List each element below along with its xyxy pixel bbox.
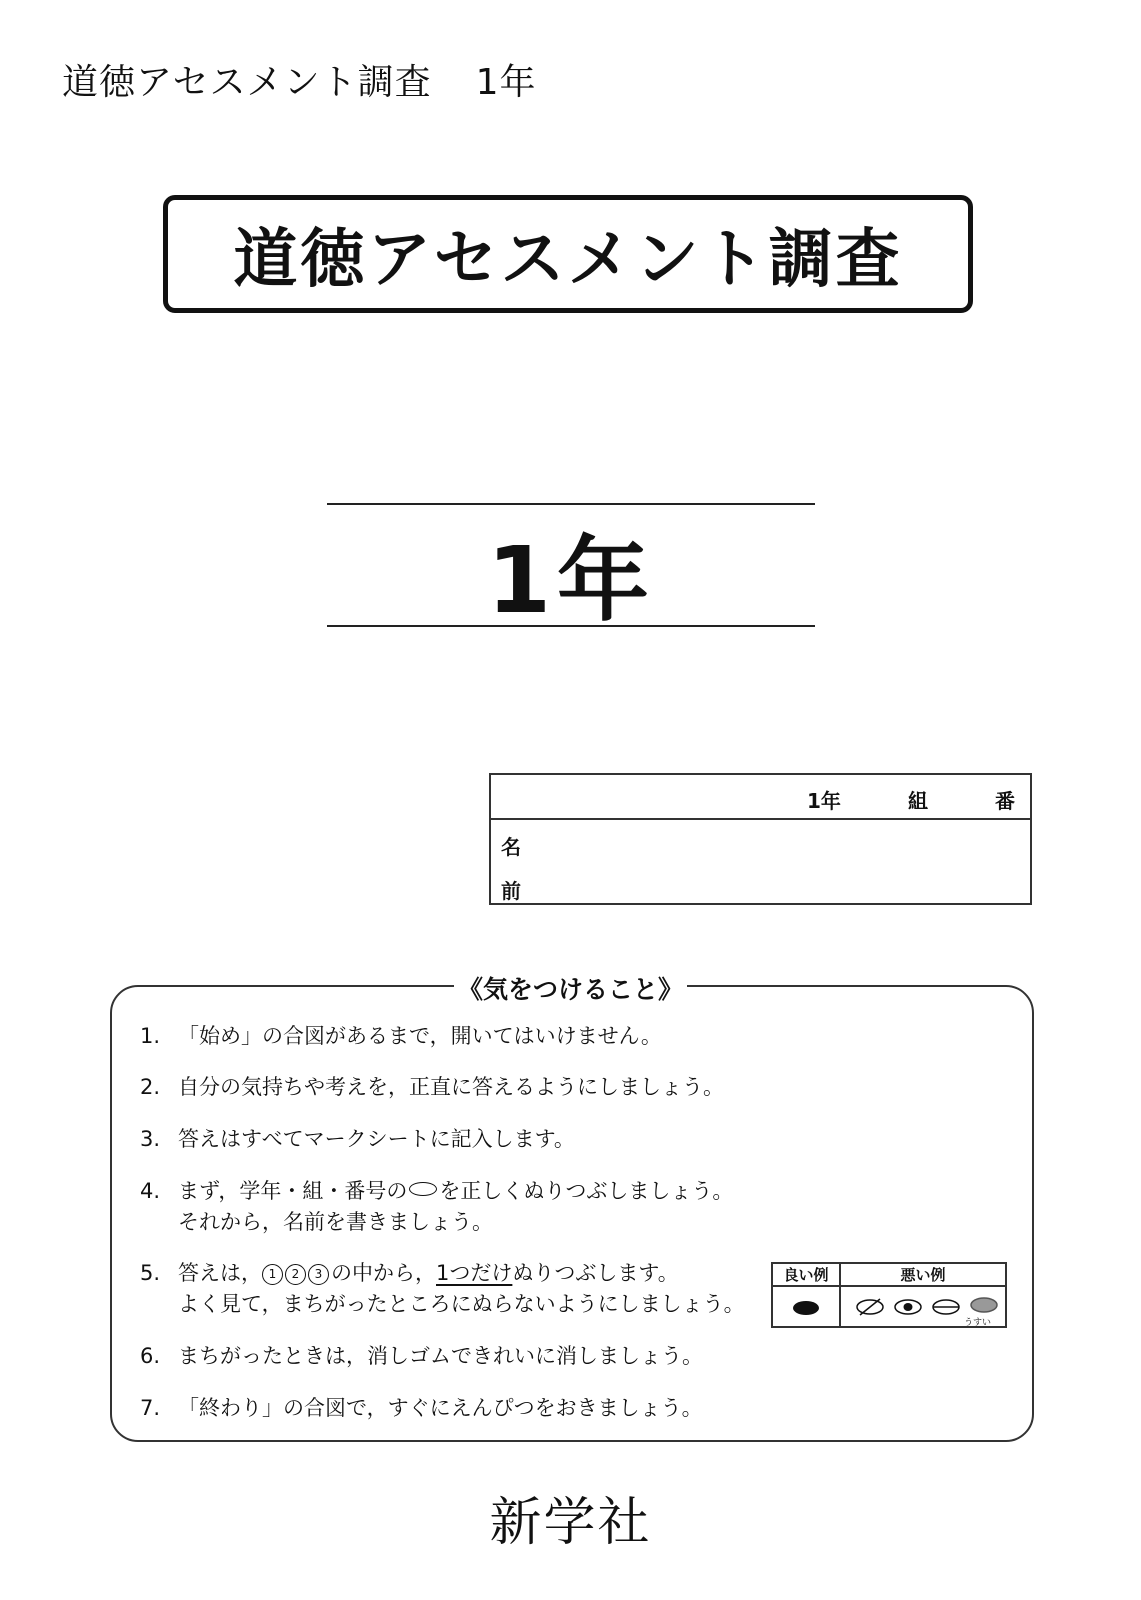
grade-label: 1年: [807, 789, 841, 813]
publisher-name: 新学社: [489, 1493, 652, 1553]
note-item-3: 3. 答えはすべてマークシートに記入します。: [140, 1127, 575, 1151]
class-label: 組: [908, 789, 928, 813]
note-item-4: 4. まず，学年・組・番号の を正しくぬりつぶしましょう。 それから，名前を書きましょう。: [140, 1179, 734, 1234]
main-title: 道徳アセスメント調査: [233, 223, 903, 297]
marking-example-table: [771, 1262, 1007, 1328]
bad-example-label: 悪い例: [900, 1266, 946, 1284]
page-header: [62, 54, 537, 105]
note-item-1: 1. 「始め」の合図があるまで，開いてはいけません。: [140, 1024, 662, 1048]
note-item-6: 6. まちがったときは，消しゴムできれいに消しましょう。: [140, 1344, 703, 1368]
header-title: 道徳アセスメント調査: [62, 62, 432, 103]
main-title-box: [163, 195, 973, 313]
header-grade: 1年: [475, 62, 537, 103]
number-label: 番: [995, 789, 1015, 813]
circled-1-icon: 1: [262, 1264, 283, 1285]
bad-example-cell: [841, 1287, 1005, 1328]
mark-oval-icon: [409, 1182, 437, 1196]
name-label-1: 名: [501, 835, 521, 859]
grade-top-rule: [327, 503, 815, 505]
notes-title-wrap: [0, 970, 1141, 1006]
grade-bottom-rule: [327, 625, 815, 627]
name-label-2: 前: [501, 879, 521, 903]
good-example-label: 良い例: [773, 1264, 841, 1285]
note-item-2: 2. 自分の気持ちや考えを，正直に答えるようにしましょう。: [140, 1075, 724, 1099]
notes-title: 《気をつけること》: [454, 975, 687, 1004]
circled-2-icon: 2: [285, 1264, 306, 1285]
filled-oval-icon: [791, 1299, 821, 1317]
student-info-box: [489, 773, 1032, 905]
good-example-cell: [773, 1287, 841, 1328]
class-number-row: [491, 775, 1030, 820]
circled-3-icon: 3: [308, 1264, 329, 1285]
note-item-7: 7. 「終わり」の合図で，すぐにえんぴつをおきましょう。: [140, 1396, 703, 1420]
faint-label: うすい: [963, 1318, 991, 1328]
grade-display: 1年: [486, 527, 655, 634]
note-item-5: 5. 答えは， 1 2 3 の中から，1つだけぬりつぶします。 よく見て，まちがったところにぬらないようにしましょう。: [140, 1261, 745, 1316]
